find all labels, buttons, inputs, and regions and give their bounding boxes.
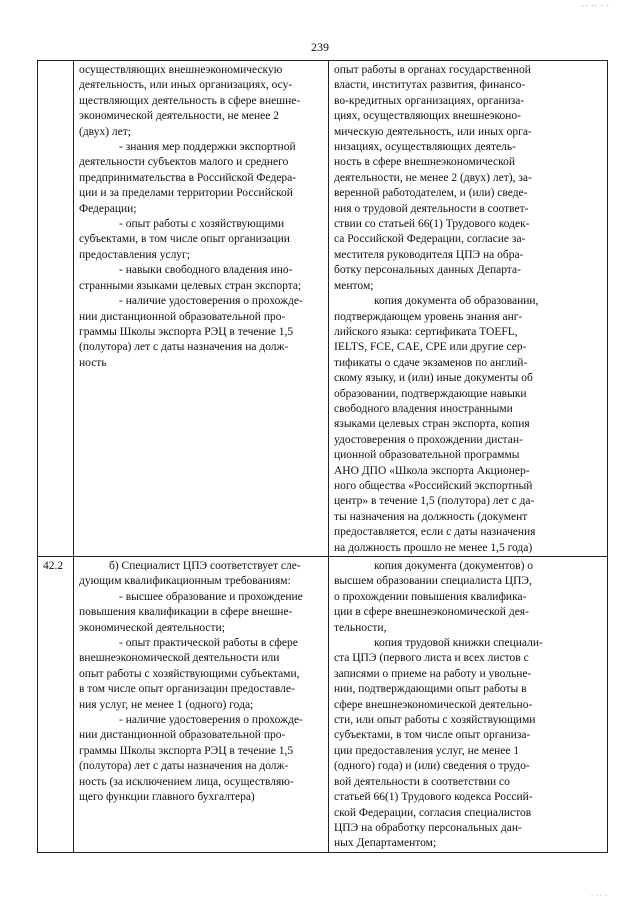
text-line: тельности, bbox=[334, 621, 387, 634]
row-number-cell: 42.2 bbox=[38, 557, 74, 853]
text-line: - навыки свободного владения ино- bbox=[119, 264, 293, 277]
text-line: свободного владения иностранными bbox=[334, 402, 513, 415]
row-number-cell bbox=[38, 61, 74, 557]
text-line: статьей 66(1) Трудового кодекса Россий- bbox=[334, 791, 533, 804]
text-line: во-кредитных организациях, организа- bbox=[334, 94, 525, 107]
text-line: экономической деятельности; bbox=[79, 621, 225, 634]
text-line: копия документа (документов) о bbox=[374, 560, 534, 572]
text-line: странными языками целевых стран экспорта; bbox=[79, 279, 302, 292]
text-line: нии дистанционной образовательной про- bbox=[79, 729, 286, 742]
text-line: - наличие удостоверения о прохожде- bbox=[119, 714, 303, 727]
text-line: АНО ДПО «Школа экспорта Акционер- bbox=[334, 464, 530, 477]
text-line: ботку персональных данных Департа- bbox=[334, 264, 521, 277]
text-line: (одного) года) и (или) сведения о трудо- bbox=[334, 760, 530, 773]
text-line: опыт работы в органах государственной bbox=[334, 64, 531, 76]
documents-cell bbox=[329, 61, 608, 557]
text-line: сфере внешнеэкономической деятельно- bbox=[334, 698, 533, 711]
requirements-cell bbox=[74, 61, 329, 557]
text-line: высшем образовании специалиста ЦПЭ, bbox=[334, 575, 532, 588]
text-line: веренной работодателем, и (или) сведе- bbox=[334, 187, 528, 200]
text-line: сти, или опыт работы с хозяйствующими bbox=[334, 714, 536, 727]
text-line: повышения квалификации в сфере внешне- bbox=[79, 606, 293, 619]
text-line: языками целевых стран экспорта, копия bbox=[334, 418, 530, 431]
text-line: опыт работы с хозяйствующими субъектами, bbox=[79, 667, 300, 680]
text-line: нии дистанционной образовательной про- bbox=[79, 310, 286, 323]
text-line: предоставляется, если с даты назначения bbox=[334, 526, 536, 539]
text-line: деятельность, или иных организациях, осу- bbox=[79, 79, 293, 92]
text-line: граммы Школы экспорта РЭЦ в течение 1,5 bbox=[79, 325, 294, 338]
text-line: Федерации; bbox=[79, 202, 137, 215]
text-line: ность в сфере внешнеэкономической bbox=[334, 156, 516, 169]
text-line: копия трудовой книжки специали- bbox=[374, 637, 543, 650]
text-line: копия документа об образовании, bbox=[374, 295, 539, 308]
text-line: ЦПЭ на обработку персональных дан- bbox=[334, 821, 522, 834]
text-line: щего функции главного бухгалтера) bbox=[79, 791, 255, 804]
text-line: в том числе опыт организации предоставле- bbox=[79, 683, 295, 696]
text-line: - наличие удостоверения о прохожде- bbox=[119, 295, 303, 308]
text-line: (полутора) лет с даты назначения на долж- bbox=[79, 760, 289, 773]
text-line: на должность прошло не менее 1,5 года) bbox=[334, 541, 533, 554]
page-number: 239 bbox=[311, 40, 329, 54]
text-line: предпринимательства в Российской Федера- bbox=[79, 171, 297, 184]
text-line: образовании, подтверждающие навыки bbox=[334, 387, 527, 400]
text-line: циях, осуществляющих внешнеэконо- bbox=[334, 110, 521, 123]
text-line: ментом; bbox=[334, 279, 374, 292]
text-line: субъектами, в том числе опыт организа- bbox=[334, 729, 531, 742]
text-line: власти, институтах развития, финансо- bbox=[334, 79, 526, 92]
text-line: ных Департаментом; bbox=[334, 837, 437, 850]
text-line: осуществляющих внешнеэкономическую bbox=[79, 64, 283, 76]
text-line: ствии со статьей 66(1) Трудового кодек- bbox=[334, 218, 530, 231]
text-line: о прохождении повышения квалифика- bbox=[334, 590, 527, 603]
text-line: б) Специалист ЦПЭ соответствует сле- bbox=[109, 560, 301, 572]
corner-mark: · ·· · bbox=[591, 893, 608, 899]
text-line: лийского языка: сертификата TOEFL, bbox=[334, 325, 518, 338]
table-row bbox=[38, 557, 608, 853]
text-line: подтверждающем уровень знания анг- bbox=[334, 310, 523, 323]
text-line: IELTS, FCE, CAE, CPE или другие сер- bbox=[334, 341, 527, 354]
corner-mark: ·· ·· · · bbox=[581, 2, 610, 10]
text-line: (двух) лет; bbox=[79, 125, 131, 138]
text-line: вой деятельности в соответствии со bbox=[334, 775, 510, 788]
text-line: (полутора) лет с даты назначения на долж- bbox=[79, 341, 289, 354]
text-line: са Российской Федерации, согласие за- bbox=[334, 233, 526, 246]
text-line: экономической деятельности, не менее 2 bbox=[79, 110, 279, 123]
text-line: предоставления услуг; bbox=[79, 248, 190, 261]
requirements-cell bbox=[74, 557, 329, 853]
documents-cell bbox=[329, 557, 608, 853]
text-line: ста ЦПЭ (первого листа и всех листов с bbox=[334, 652, 529, 665]
text-line: дующим квалификационным требованиям: bbox=[79, 575, 291, 588]
requirements-table bbox=[37, 60, 608, 853]
text-line: ционной образовательной программы bbox=[334, 449, 520, 462]
text-line: ции и за пределами территории Российской bbox=[79, 187, 293, 200]
text-line: центр» в течение 1,5 (полутора) лет с да- bbox=[334, 495, 535, 508]
text-line: внешнеэкономической деятельности или bbox=[79, 652, 280, 665]
text-line: скому языку, и (или) иные документы об bbox=[334, 372, 533, 385]
text-line: деятельности, не менее 2 (двух) лет), за- bbox=[334, 171, 532, 184]
text-line: местителя руководителя ЦПЭ на обра- bbox=[334, 248, 524, 261]
text-line: - опыт работы с хозяйствующими bbox=[119, 218, 285, 231]
text-line: удостоверения о прохождении дистан- bbox=[334, 433, 523, 446]
text-line: - опыт практической работы в сфере bbox=[119, 637, 298, 650]
text-line: ты назначения на должность (документ bbox=[334, 510, 528, 523]
text-line: ществляющих деятельность в сфере внешне- bbox=[79, 94, 301, 107]
text-line: ния услуг, не менее 1 (одного) года; bbox=[79, 698, 254, 711]
text-line: - знания мер поддержки экспортной bbox=[119, 141, 296, 154]
text-line: ции предоставления услуг, не менее 1 bbox=[334, 744, 520, 757]
text-line: субъектами, в том числе опыт организации bbox=[79, 233, 290, 246]
text-line: ность (за исключением лица, осуществляю- bbox=[79, 775, 294, 788]
text-line: деятельности субъектов малого и среднего bbox=[79, 156, 289, 169]
text-line: записями о приеме на работу и увольне- bbox=[334, 667, 532, 680]
text-line: низациях, осуществляющих деятель- bbox=[334, 141, 516, 154]
table-row bbox=[38, 61, 608, 557]
text-line: ской Федерации, согласия специалистов bbox=[334, 806, 532, 819]
text-line: нии, подтверждающими опыт работы в bbox=[334, 683, 527, 696]
text-line: мическую деятельность, или иных орга- bbox=[334, 125, 532, 138]
text-line: ции в сфере внешнеэкономической дея- bbox=[334, 606, 529, 619]
text-line: тификаты о сдаче экзаменов по англий- bbox=[334, 356, 528, 369]
text-line: ного общества «Российский экспортный bbox=[334, 479, 533, 492]
text-line: - высшее образование и прохождение bbox=[119, 590, 303, 603]
text-line: ность bbox=[79, 356, 107, 369]
text-line: ния о трудовой деятельности в соответ- bbox=[334, 202, 529, 215]
text-line: граммы Школы экспорта РЭЦ в течение 1,5 bbox=[79, 744, 294, 757]
